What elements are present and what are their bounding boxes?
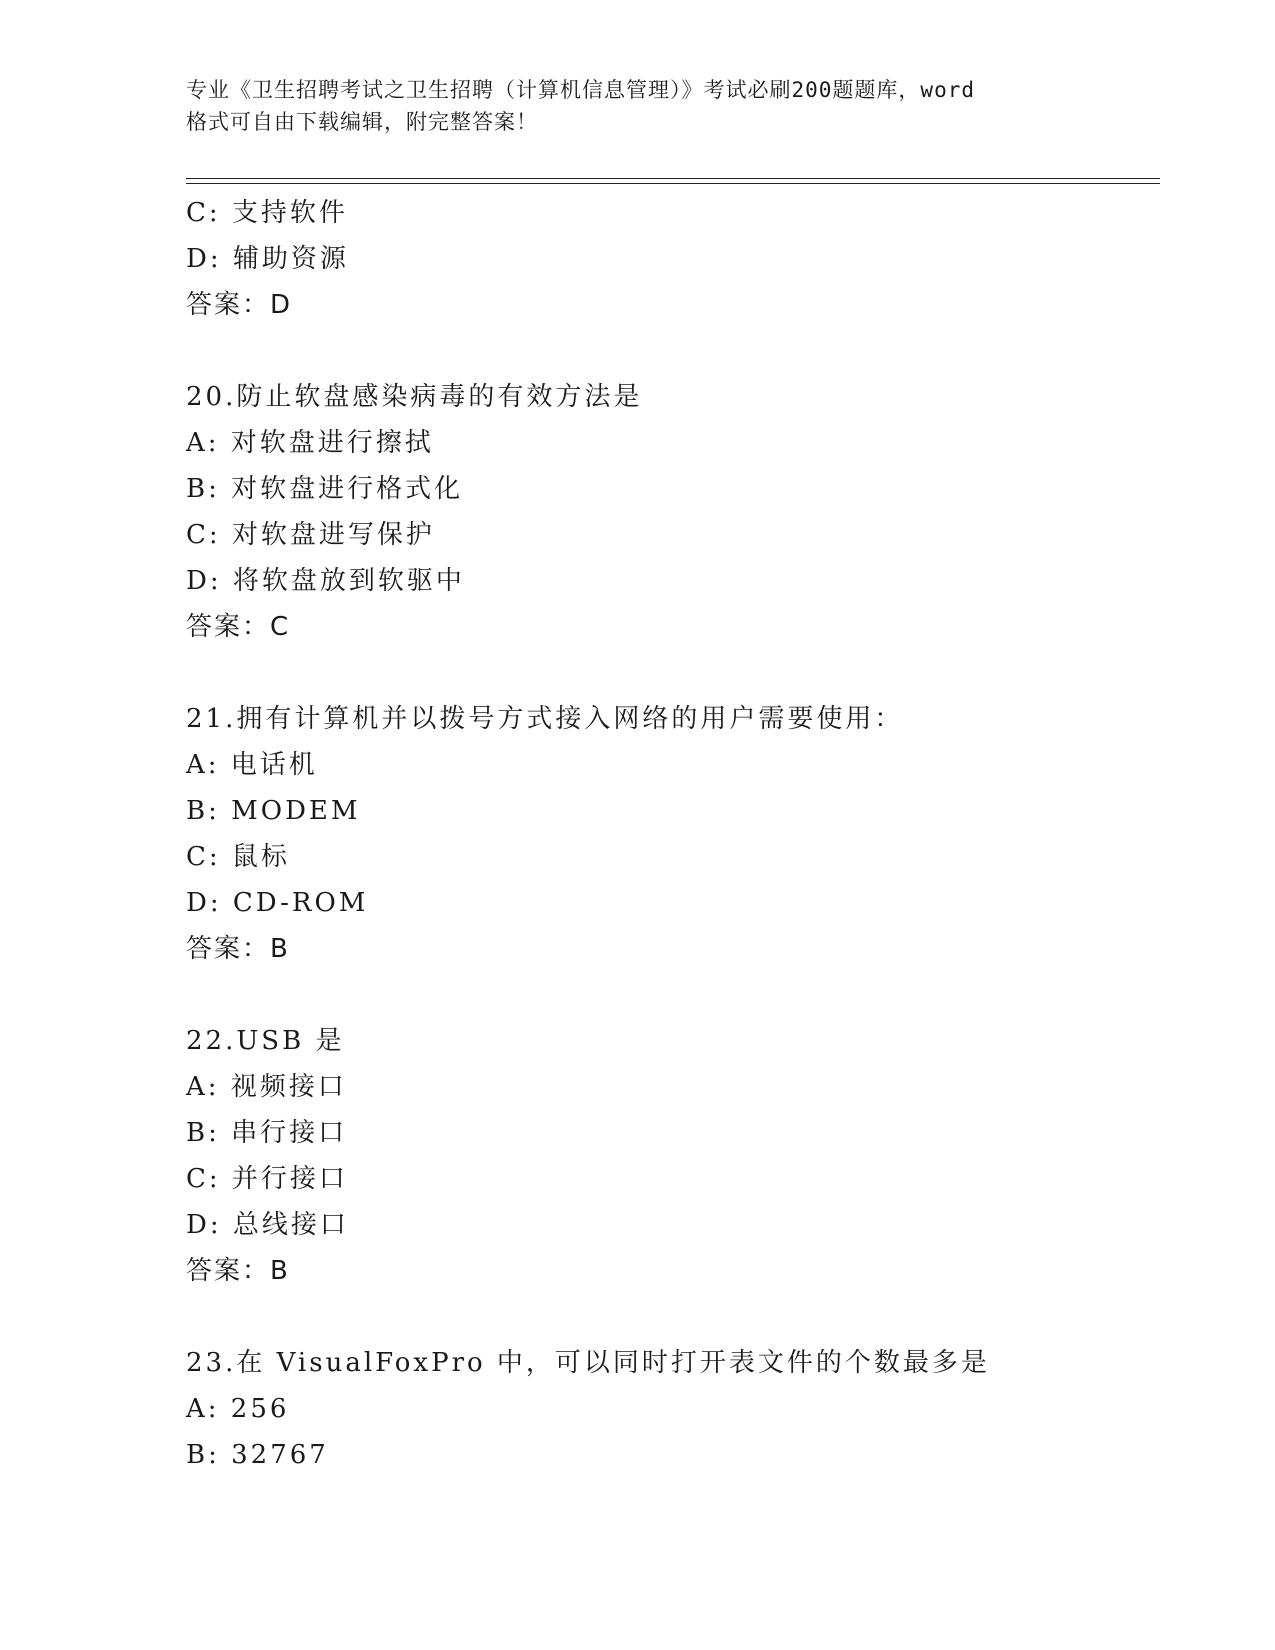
question-stem: 21.拥有计算机并以拨号方式接入网络的用户需要使用： bbox=[186, 704, 904, 734]
option-d: D: 总线接口 bbox=[186, 1210, 349, 1240]
document-header bbox=[186, 74, 1086, 138]
option-b: B: 串行接口 bbox=[186, 1118, 348, 1148]
option-b: B: 对软盘进行格式化 bbox=[186, 474, 464, 504]
question-block-21 bbox=[186, 696, 1166, 972]
question-block-23 bbox=[186, 1340, 1166, 1478]
option-c: C: 并行接口 bbox=[186, 1164, 348, 1194]
answer-line: 答案：B bbox=[186, 1256, 290, 1286]
header-line-2: 格式可自由下载编辑，附完整答案！ bbox=[186, 110, 538, 134]
header-line-1: 专业《卫生招聘考试之卫生招聘（计算机信息管理）》考试必刷200题题库，word bbox=[186, 78, 975, 102]
header-divider-top bbox=[186, 178, 1160, 179]
question-block-20 bbox=[186, 374, 1166, 650]
header-divider-bottom bbox=[186, 183, 1160, 184]
question-stem: 23.在 VisualFoxPro 中，可以同时打开表文件的个数最多是 bbox=[186, 1348, 990, 1378]
question-block-partial bbox=[186, 190, 1166, 328]
option-a: A: 256 bbox=[186, 1394, 290, 1424]
option-d: D: 辅助资源 bbox=[186, 244, 349, 274]
option-a: A: 电话机 bbox=[186, 750, 318, 780]
question-stem: 22.USB 是 bbox=[186, 1026, 345, 1056]
document-body bbox=[186, 190, 1166, 1478]
option-a: A: 视频接口 bbox=[186, 1072, 347, 1102]
question-stem: 20.防止软盘感染病毒的有效方法是 bbox=[186, 382, 643, 412]
question-block-22 bbox=[186, 1018, 1166, 1294]
option-d: D: CD-ROM bbox=[186, 888, 369, 918]
answer-line: 答案：D bbox=[186, 290, 293, 320]
option-b: B: 32767 bbox=[186, 1440, 329, 1470]
option-c: C: 鼠标 bbox=[186, 842, 290, 872]
option-c: C: 对软盘进写保护 bbox=[186, 520, 435, 550]
option-b: B: MODEM bbox=[186, 796, 361, 826]
option-d: D: 将软盘放到软驱中 bbox=[186, 566, 465, 596]
option-a: A: 对软盘进行擦拭 bbox=[186, 428, 434, 458]
answer-line: 答案：B bbox=[186, 934, 290, 964]
answer-line: 答案：C bbox=[186, 612, 291, 642]
option-c: C: 支持软件 bbox=[186, 198, 348, 228]
